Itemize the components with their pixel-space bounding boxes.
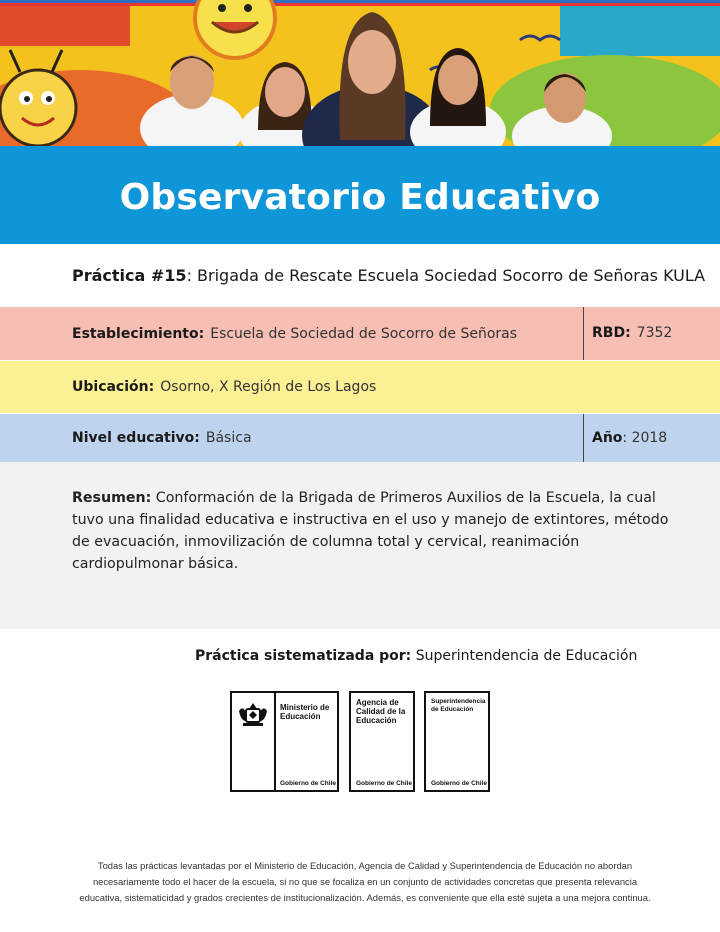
footer-line-1: Todas las prácticas levantadas por el Ministerio de Educación, Agencia de Calidad y Superintendencia de Educación no abordan xyxy=(97,860,633,871)
summary-label: Resumen: xyxy=(72,490,152,506)
education-level-row xyxy=(0,414,720,462)
banner-photo xyxy=(0,0,720,150)
agency-gov-label: Gobierno de Chile xyxy=(356,780,412,787)
year-value: : 2018 xyxy=(622,430,668,446)
systematized-by xyxy=(195,648,637,664)
agency-line3: Educación xyxy=(356,716,397,725)
agency-line1: Agencia de xyxy=(356,698,399,707)
row-divider xyxy=(583,307,584,360)
summary-text: Conformación de la Brigada de Primeros Auxilios de la Escuela, la cual tuvo una finalidad educativa e instructiva en el uso y manejo de extintores, método de evacuación, inmovilización de columna total y cervical, reanimación cardiopulmonar básica. xyxy=(72,490,669,572)
systematized-value: Superintendencia de Educación xyxy=(411,648,638,664)
summary-paragraph xyxy=(72,487,672,575)
footer-disclaimer xyxy=(60,858,670,906)
agency-line2: Calidad de la xyxy=(356,707,406,716)
ministry-gov-label: Gobierno de Chile xyxy=(280,780,336,787)
systematized-label: Práctica sistematizada por: xyxy=(195,648,412,664)
practice-name: Brigada de Rescate Escuela Sociedad Socorro de Señoras KULA xyxy=(191,266,706,285)
row-divider xyxy=(583,414,584,462)
footer-line-2: necesariamente todo el hacer de la escuela, si no que se focaliza en un conjunto de actividades concretas que presenta relevancia xyxy=(92,876,638,887)
year-label: Año xyxy=(592,430,623,446)
level-value: Básica xyxy=(205,430,252,446)
ministry-line1: Ministerio de xyxy=(280,703,330,712)
title-band xyxy=(0,150,720,244)
rbd-label: RBD: xyxy=(592,325,631,341)
location-label: Ubicación: xyxy=(72,379,155,395)
establishment-row xyxy=(0,307,720,360)
coat-of-arms-icon xyxy=(237,699,269,729)
practice-number: Práctica #15 xyxy=(72,266,187,285)
agency-logo xyxy=(349,691,415,792)
page-title: Observatorio Educativo xyxy=(119,176,601,218)
location-row xyxy=(0,361,720,413)
rbd-value: 7352 xyxy=(636,325,673,341)
superintendence-logo xyxy=(424,691,490,792)
establishment-label: Establecimiento: xyxy=(72,325,205,342)
superintendence-line2: de Educación xyxy=(431,706,474,713)
practice-separator: : xyxy=(186,266,192,285)
practice-heading xyxy=(72,266,705,285)
summary-section xyxy=(0,462,720,629)
logo-divider xyxy=(274,693,276,790)
ministry-logo xyxy=(230,691,339,792)
banner-illustration xyxy=(0,0,720,150)
superintendence-gov-label: Gobierno de Chile xyxy=(431,780,487,787)
location-value: Osorno, X Región de Los Lagos xyxy=(160,379,377,395)
level-label: Nivel educativo: xyxy=(72,430,200,446)
ministry-line2: Educación xyxy=(280,712,321,721)
superintendence-line1: Superintendencia xyxy=(431,698,486,705)
establishment-value: Escuela de Sociedad de Socorro de Señoras xyxy=(210,325,518,342)
footer-line-3: educativa, sistematicidad y grados crecientes de institucionalización. Además, es conveniente que ella esté sujeta a una mejora continua. xyxy=(79,892,651,903)
